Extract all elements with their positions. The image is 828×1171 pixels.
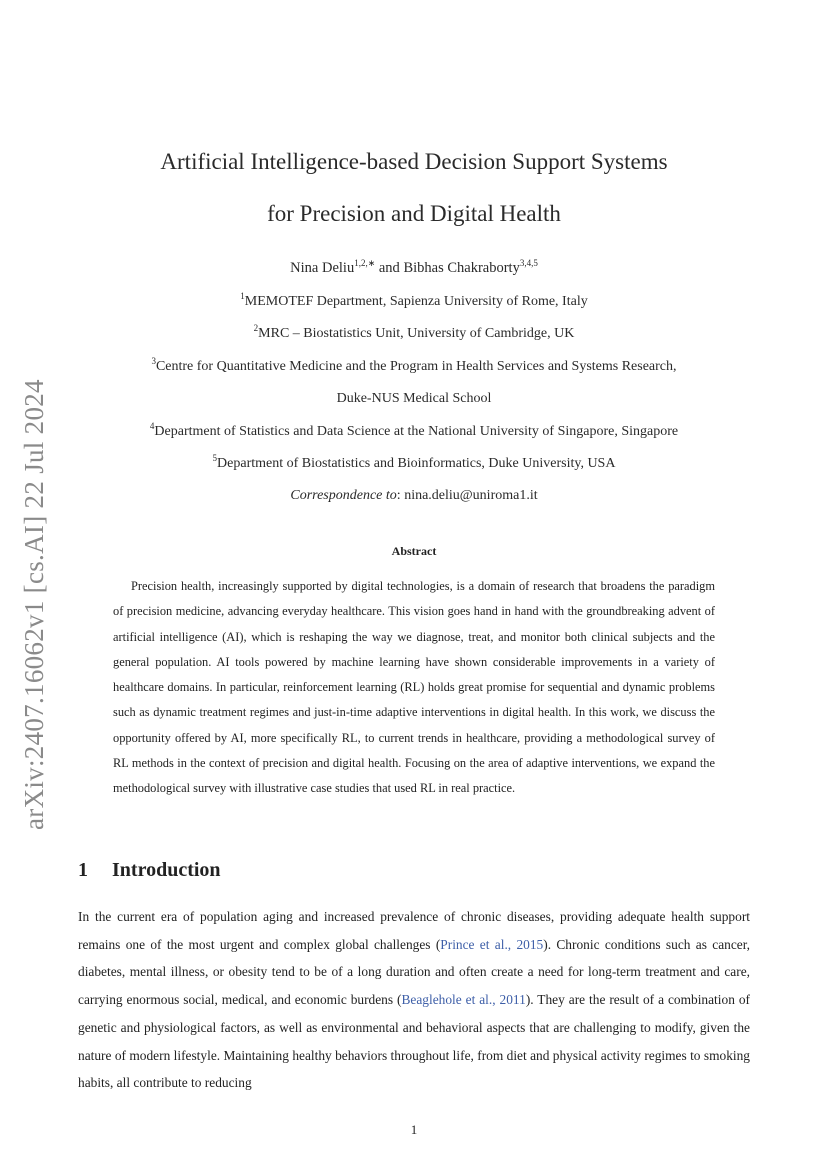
affiliation-text: Centre for Quantitative Medicine and the Program in Health Services and Systems Research, bbox=[155, 359, 677, 374]
affiliation-marker: 3 bbox=[151, 356, 156, 366]
citation-link[interactable]: Beaglehole et al., 2011 bbox=[401, 992, 526, 1008]
arxiv-identifier-stamp: arXiv:2407.16062v1 [cs.AI] 22 Jul 2024 bbox=[18, 379, 49, 830]
section-number: 1 bbox=[78, 859, 88, 881]
page-number: 1 bbox=[410, 1122, 418, 1137]
introduction-paragraph bbox=[78, 903, 750, 1097]
author-name: Bibhas Chakraborty bbox=[403, 260, 520, 276]
abstract-text: Precision health, increasingly supported by digital technologies, is a domain of research that broadens the paradigm of precision medicine, advancing everyday healthcare. This vision goes hand in hand with the groundbreaking advent of artificial intelligence (AI), which is reshaping the way we diagnose, treat, and monitor both clinical subjects and the general population. AI tools powered by machine learning have shown considerable improvements in a variety of healthcare domains. In particular, reinforcement learning (RL) holds great promise for sequential and dynamic problems such as dynamic treatment regimes and just-in-time adaptive interventions in digital health. In this work, we discuss the opportunity offered by AI, more specifically RL, to current trends in healthcare, providing a methodological survey of RL methods in the context of precision and digital health. Focusing on the area of adaptive interventions, we expand the methodological survey with illustrative case studies that used RL in real practice. bbox=[113, 579, 715, 796]
affiliation-text: Department of Biostatistics and Bioinformatics, Duke University, USA bbox=[217, 456, 616, 471]
affiliation-marker: 2 bbox=[253, 323, 259, 333]
author-affiliation-marker: 3,4,5 bbox=[519, 258, 538, 268]
affiliation-marker: 5 bbox=[212, 453, 218, 463]
section-title: Introduction bbox=[112, 859, 221, 881]
intro-text: In the current era of population aging and increased prevalence of chronic diseases, providing adequate health support remains one of the most urgent and complex global challenges ( bbox=[78, 909, 750, 952]
author-affiliation-marker: 1,2,∗ bbox=[354, 258, 376, 268]
author-line bbox=[0, 260, 828, 277]
author-name: Nina Deliu bbox=[290, 260, 355, 276]
affiliation-text: MEMOTEF Department, Sapienza University of Rome, Italy bbox=[244, 294, 588, 309]
affiliation-line bbox=[0, 453, 828, 472]
affiliation-line bbox=[0, 323, 828, 342]
section-heading bbox=[78, 859, 221, 882]
affiliation-line bbox=[0, 356, 828, 375]
affiliation-line bbox=[0, 291, 828, 310]
correspondence-line: Correspondence to: nina.deliu@uniroma1.it bbox=[290, 488, 538, 503]
author-connector: and bbox=[378, 260, 400, 276]
affiliation-marker: 4 bbox=[149, 421, 155, 431]
affiliation-text: Department of Statistics and Data Science at the National University of Singapore, Singapore bbox=[154, 424, 679, 439]
paper-title-line-1: Artificial Intelligence-based Decision Support Systems bbox=[160, 149, 668, 174]
correspondence-label: Correspondence to bbox=[290, 488, 397, 503]
intro-text: ). Chronic conditions such as cancer, diabetes, mental illness, or obesity tend to be of a long duration and often create a need for long-term treatment and care, carrying enormous social, medical, and economic burdens ( bbox=[78, 936, 751, 1008]
correspondence-email[interactable]: nina.deliu@uniroma1.it bbox=[404, 488, 538, 503]
affiliation-line bbox=[0, 421, 828, 440]
paper-title-line-2: for Precision and Digital Health bbox=[267, 201, 561, 226]
affiliation-marker: 1 bbox=[240, 291, 245, 301]
citation-link[interactable]: Prince et al., 2015 bbox=[440, 936, 544, 952]
affiliation-text: Duke-NUS Medical School bbox=[336, 391, 492, 406]
abstract-heading: Abstract bbox=[391, 544, 437, 558]
affiliation-line bbox=[0, 391, 828, 407]
intro-text: ). They are the result of a combination of genetic and physiological factors, as well as environmental and behavioral aspects that are challenging to modify, given the nature of modern lifestyle. Maintaining healthy behaviors throughout life, from diet and physical activity regimes to smoking habits, all contribute to reducing bbox=[78, 992, 750, 1091]
affiliation-text: MRC – Biostatistics Unit, University of Cambridge, UK bbox=[258, 326, 575, 341]
